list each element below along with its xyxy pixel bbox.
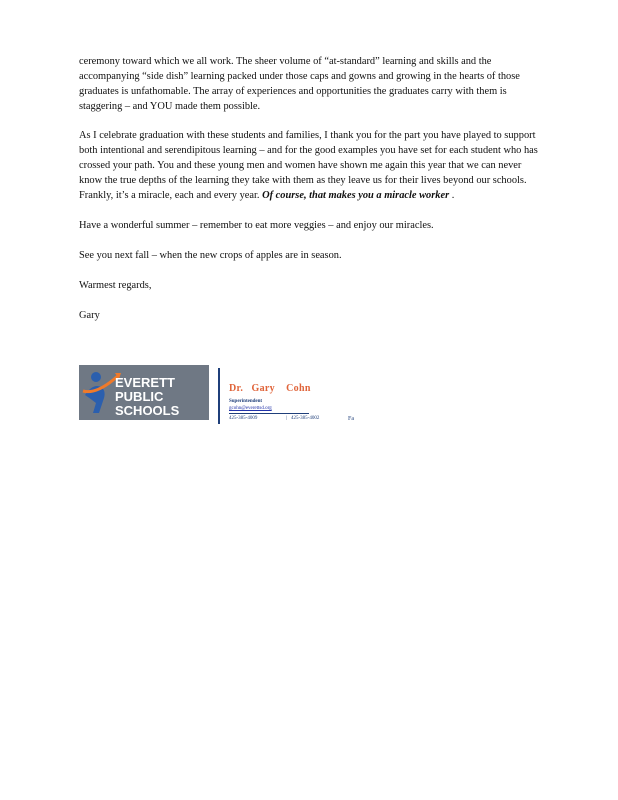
miracle-worker-emphasis: Of course, that makes you a miracle worker — [262, 190, 450, 201]
signature-phone: 425-385-4009 — [229, 416, 258, 421]
signature-phone-alt: 425-385-4002 — [291, 416, 320, 421]
signature-rule — [229, 413, 309, 414]
signature-separator: | — [286, 416, 288, 421]
logo-word-everett: EVERETT — [115, 375, 175, 390]
paragraph-next-fall: See you next fall – when the new crops of apples are in season. — [79, 250, 342, 261]
signoff-name: Gary — [79, 310, 100, 321]
district-logo-graphic — [79, 365, 209, 420]
signature-title: Superintendent — [229, 399, 263, 404]
logo-figure-head-icon — [91, 372, 101, 382]
signature-email-link[interactable]: gcohn@everettsd.org — [229, 406, 272, 411]
closing-line: Warmest regards, — [79, 280, 152, 291]
paragraph-celebrate — [79, 128, 539, 203]
signature-name: Dr. Gary Cohn — [229, 383, 311, 394]
paragraph-celebrate-end: . — [449, 190, 455, 201]
everett-public-schools-logo — [79, 365, 209, 420]
paragraph-ceremony: ceremony toward which we all work. The sheer volume of “at-standard” learning and skills and the accompanying “side dish” learning packed under those caps and gowns and growing in the hearts of those graduates is unfathomable. The array of experiences and opportunities the graduates carry with them is staggering – and YOU made them possible. — [79, 56, 520, 112]
logo-word-schools: SCHOOLS — [115, 403, 180, 418]
letter-body — [79, 54, 539, 338]
logo-word-public: PUBLIC — [115, 389, 164, 404]
paragraph-celebrate-text: As I celebrate graduation with these students and families, I thank you for the part you have played to support both intentional and serendipitous learning – and for the good examples you have set for each student who has crossed your path. You and these young men and women have shown me again this year that we can never know the true depths of the learning they take with them as they leave us for their lives beyond our schools. Frankly, it’s a miracle, each and every year. — [79, 130, 538, 201]
signature-divider — [218, 368, 220, 424]
paragraph-summer: Have a wonderful summer – remember to eat more veggies – and enjoy our miracles. — [79, 220, 434, 231]
signature-fax-label: Fa — [348, 416, 354, 422]
